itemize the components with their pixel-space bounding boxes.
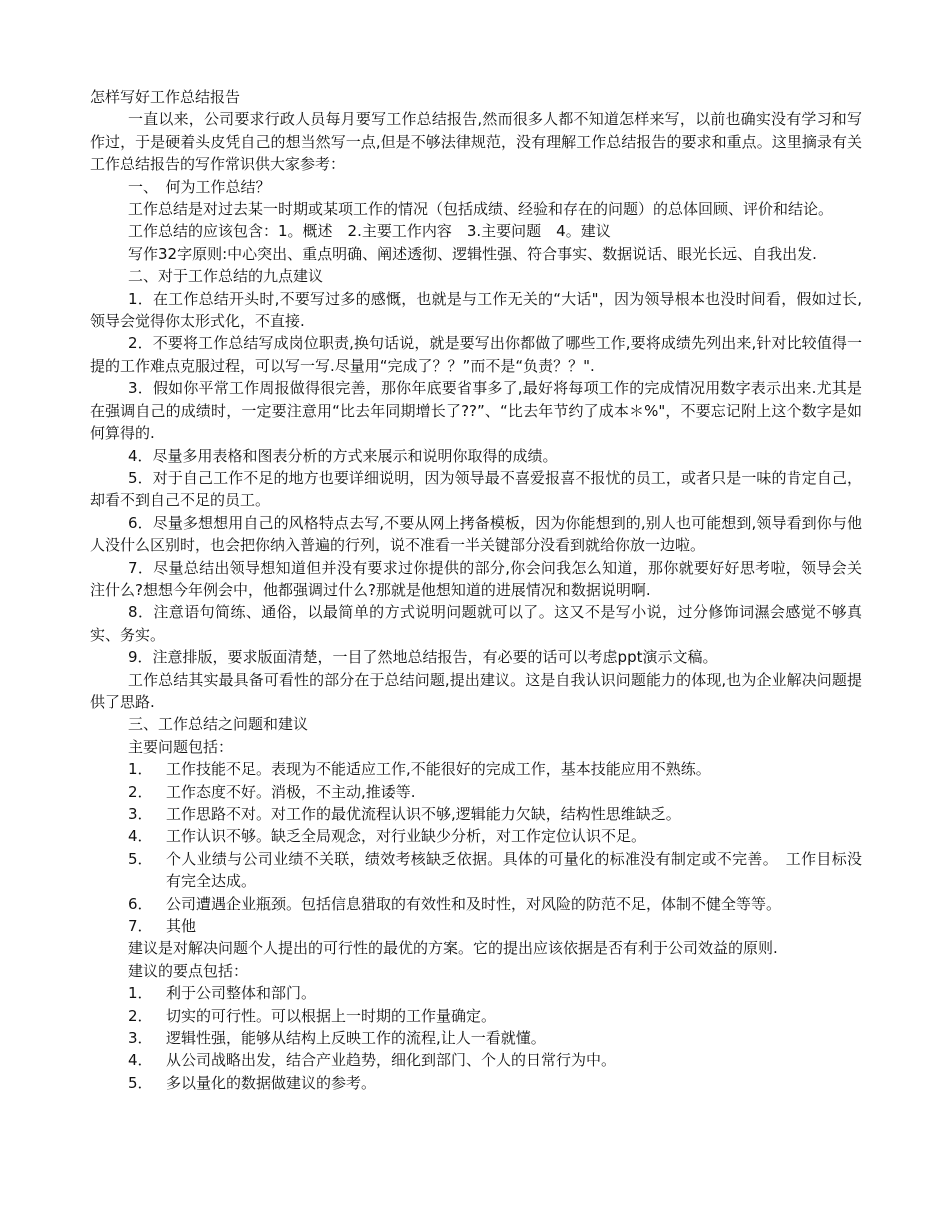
list-item-number: 1． <box>128 984 153 1003</box>
list-item <box>90 1072 862 1094</box>
tip-9: 9．注意排版，要求版面清楚，一目了然地总结报告，有必要的话可以考虑ppt演示文稿。 <box>128 648 718 667</box>
tip-7: 7．尽量总结出领导想知道但并没有要求过你提供的部分,你会问我怎么知道，那你就要好好思考啦，领导会关注什么?想想今年例会中，他都强调过什么?那就是他想知道的进展情况和数据说明啊. <box>90 558 862 599</box>
section1-heading: 一、 何为工作总结？ <box>128 177 271 196</box>
list-item <box>90 758 862 780</box>
list-item <box>90 848 862 893</box>
list-item <box>90 982 862 1004</box>
list-item-text: 多以量化的数据做建议的参考。 <box>166 1073 377 1092</box>
tip-8: 8．注意语句简练、通俗，以最简单的方式说明问题就可以了。这又不是写小说，过分修饰词濕会感觉不够真实、务实。 <box>90 603 862 644</box>
list-item <box>90 1049 862 1071</box>
section2-heading: 二、对于工作总结的九点建议 <box>128 267 324 286</box>
tip-2: 2．不要将工作总结写成岗位职责,换句话说，就是要写出你都做了哪些工作,要将成绩先列出来,针对比较值得一提的工作难点克服过程，可以写一写.尽量用“完成了？？”而不是“负责？？". <box>90 334 862 375</box>
suggestions-list <box>90 982 862 1094</box>
tip-5: 5．对于自己工作不足的地方也要详细说明，因为领导最不喜爱报喜不报忧的员工，或者只是一味的肯定自己，却看不到自己不足的员工。 <box>90 468 862 510</box>
list-item-text: 公司遭遇企业瓶颈。包括信息猎取的有效性和及时性，对风险的防范不足，体制不健全等等。 <box>166 894 782 913</box>
list-item-number: 5． <box>128 849 153 868</box>
list-item-number: 4． <box>128 1051 153 1070</box>
list-item-number: 3． <box>128 1029 153 1048</box>
list-item-number: 2． <box>128 1006 153 1025</box>
list-item-number: 3． <box>128 805 153 823</box>
intro-paragraph: 一直以来，公司要求行政人员每月要写工作总结报告,然而很多人都不知道怎样来写，以前也确实没有学习和写作过，于是硬着头皮凭自己的想当然写一点,但是不够法律规范，没有理解工作总结报告的要求和重点。这里摘录有关工作总结报告的写作常识供大家参考： <box>90 110 862 174</box>
tip-3: 3．假如你平常工作周报做得很完善，那你年底要省事多了,最好将每项工作的完成情况用数字表示出来.尤其是在强调自己的成绩时，一定要注意用“比去年同期增长了??”、“比去年节约了成本＊%"，不要忘记附上这个数字是如何算得的. <box>90 379 862 443</box>
list-item-number: 6． <box>128 894 153 913</box>
document-title: 怎样写好工作总结报告 <box>90 88 241 106</box>
list-item-text: 工作思路不对。对工作的最优流程认识不够,逻辑能力欠缺，结构性思维缺乏。 <box>166 805 681 823</box>
list-item <box>90 915 862 937</box>
list-item-text: 工作认识不够。缺乏全局观念，对行业缺少分析，对工作定位认识不足。 <box>166 827 647 846</box>
list-item-number: 2． <box>128 782 153 801</box>
list-item-text: 工作态度不好。消极，不主动,推诿等. <box>166 782 416 801</box>
list-item-text: 其他 <box>166 917 197 936</box>
tip-1: 1．在工作总结开头时,不要写过多的感慨，也就是与工作无关的“大话"，因为领导根本也没时间看，假如过长,领导会觉得你太形式化，不直接. <box>90 289 862 331</box>
list-item-number: 5． <box>128 1073 153 1092</box>
list-item-text: 个人业绩与公司业绩不关联，绩效考核缺乏依据。具体的可量化的标准没有制定或不完善。 工作目标没有完全达成。 <box>166 849 862 891</box>
list-item-number: 4． <box>128 827 153 846</box>
list-item <box>90 893 862 915</box>
problems-list <box>90 758 862 937</box>
list-item-number: 1． <box>128 760 153 779</box>
section1-contents: 工作总结的应该包含：1。概述 2.主要工作内容 3.主要问题 4。建议 <box>128 222 611 241</box>
list-item <box>90 1005 862 1027</box>
suggestion-definition: 建议是对解决问题个人提出的可行性的最优的方案。它的提出应该依据是否有利于公司效益的原则. <box>128 939 778 958</box>
section1-principle: 写作32字原则:中心突出、重点明确、阐述透彻、逻辑性强、符合事实、数据说话、眼光长远、自我出发. <box>128 244 817 263</box>
list-item-text: 工作技能不足。表现为不能适应工作,不能很好的完成工作，基本技能应用不熟练。 <box>166 760 711 779</box>
list-item-text: 切实的可行性。可以根据上一时期的工作量确定。 <box>166 1006 497 1025</box>
list-item-text: 逻辑性强，能够从结构上反映工作的流程,让人一看就懂。 <box>166 1029 546 1048</box>
tip-6: 6．尽量多想想用自己的风格特点去写,不要从网上拷备模板，因为你能想到的,别人也可能想到,领导看到你与他人没什么区别时，也会把你纳入普遍的行列，说不准看一半关键部分没看到就给你放一边啦。 <box>90 513 862 555</box>
list-item-text: 从公司战略出发，结合产业趋势，细化到部门、个人的日常行为中。 <box>166 1051 617 1070</box>
list-item <box>90 781 862 803</box>
list-item <box>90 825 862 847</box>
section3-heading: 三、工作总结之问题和建议 <box>128 715 309 734</box>
list-item-text: 利于公司整体和部门。 <box>166 984 317 1003</box>
document-page <box>90 86 862 1094</box>
list-item <box>90 1027 862 1049</box>
list-item-number: 7． <box>128 917 153 936</box>
list-item <box>90 803 862 825</box>
section2-closing: 工作总结其实最具备可看性的部分在于总结问题,提出建议。这是自我认识问题能力的体现,也为企业解决问题提供了思路. <box>90 670 862 711</box>
problems-label: 主要问题包括： <box>128 737 234 756</box>
tip-4: 4．尽量多用表格和图表分析的方式来展示和说明你取得的成绩。 <box>128 446 558 465</box>
section1-definition: 工作总结是对过去某一时期或某项工作的情况（包括成绩、经验和存在的问题）的总体回顾、评价和结论。 <box>128 200 834 219</box>
suggestions-label: 建议的要点包括： <box>128 961 249 980</box>
